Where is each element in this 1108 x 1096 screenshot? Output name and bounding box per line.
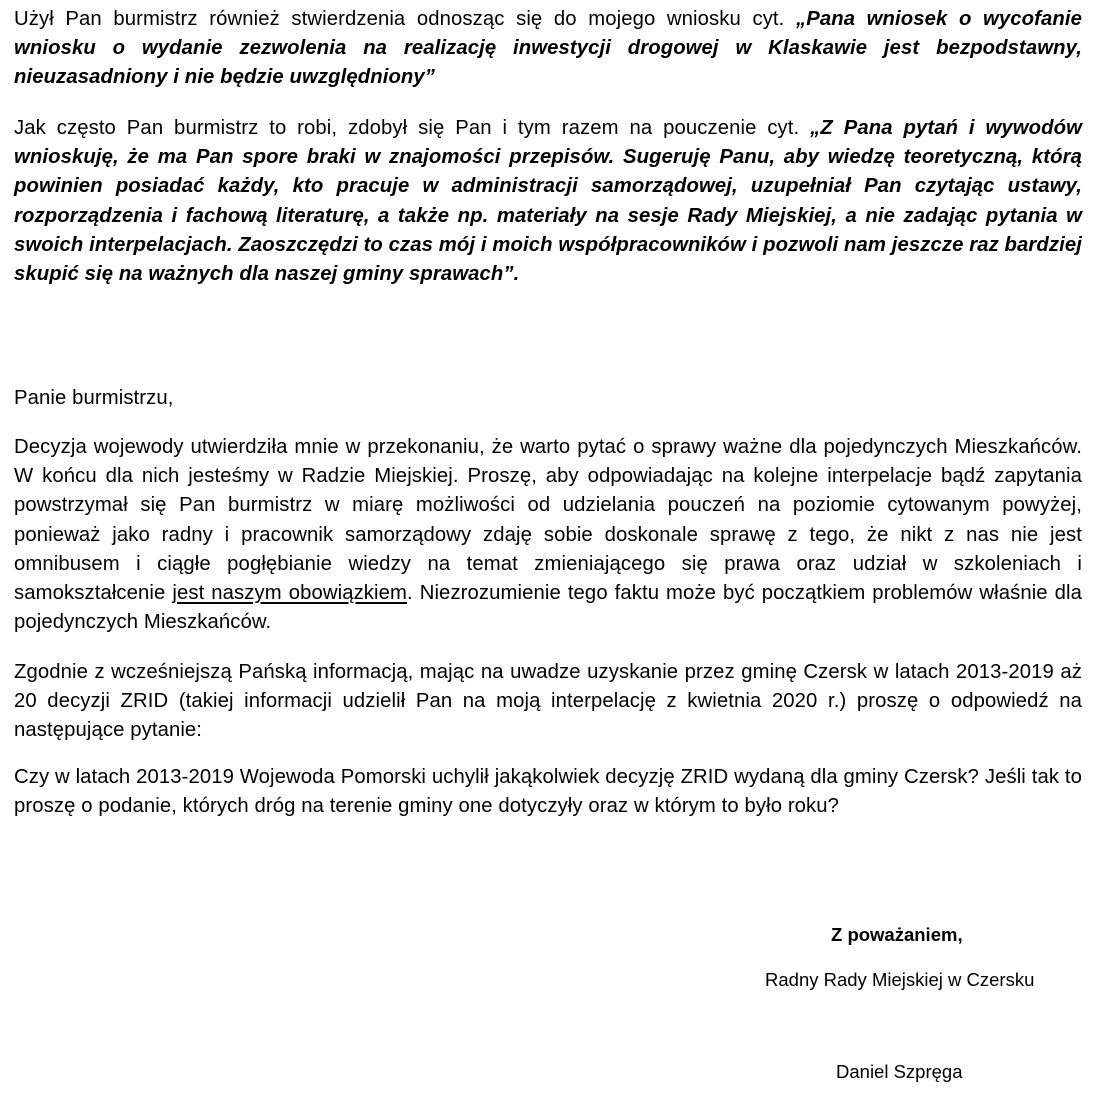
paragraph-decision bbox=[14, 433, 1082, 637]
paragraph-text-end: . Niezrozumienie tego faktu może być początkiem problemów właśnie dla pojedynczych Mieszkańców. bbox=[14, 582, 1082, 634]
paragraph-request: Zgodnie z wcześniejszą Pańską informacją, mając na uwadze uzyskanie przez gminę Czersk w latach 2013-2019 aż 20 decyzji ZRID (takiej informacji udzielił Pan na moją interpelację z kwietnia 2020 r.) proszę o odpowiedź na następujące pytanie: bbox=[14, 661, 1082, 742]
quoted-statement: „Z Pana pytań i wywodów wnioskuję, że ma Pan spore braki w znajomości przepisów. Sugeruję Panu, aby wiedzę teoretyczną, którą powinien posiadać każdy, kto pracuje w administracji samorządowej, uzupełniał Pan czytając ustawy, rozporządzenia i fachową literaturę, a także np. materiały na sesje Rady Miejskiej, a nie zadając pytania w swoich interpelacjach. Zaoszczędzi to czas mój i moich współpracowników i pozwoli nam jeszcze raz bardziej skupić się na ważnych dla naszej gminy sprawach”. bbox=[14, 117, 1083, 286]
paragraph-intro: Jak często Pan burmistrz to robi, zdobył się Pan i tym razem na pouczenie cyt. bbox=[14, 117, 811, 139]
quoted-statement: „Pana wniosek o wycofanie wniosku o wydanie zezwolenia na realizację inwestycji drogowej w Klaskawie jest bezpodstawny, nieuzasadniony i nie będzie uwzględniony” bbox=[14, 8, 1082, 89]
paragraph-quote-wniosek bbox=[14, 5, 1082, 93]
paragraph-question: Czy w latach 2013-2019 Wojewoda Pomorski uchylił jakąkolwiek decyzję ZRID wydaną dla gminy Czersk? Jeśli tak to proszę o podanie, których dróg na terenie gminy one dotyczyły oraz w którym to było roku? bbox=[14, 766, 1082, 818]
closing-greeting: Z poważaniem, bbox=[831, 924, 963, 945]
paragraph-quote-pouczenie bbox=[14, 114, 1082, 289]
underlined-phrase: jest naszym obowiązkiem bbox=[172, 582, 408, 605]
paragraph-intro: Użył Pan burmistrz również stwierdzenia odnosząc się do mojego wniosku cyt. bbox=[14, 8, 796, 30]
signatory-title: Radny Rady Miejskiej w Czersku bbox=[765, 969, 1035, 990]
salutation: Panie burmistrzu, bbox=[14, 387, 174, 409]
paragraph-text: Decyzja wojewody utwierdziła mnie w przekonaniu, że warto pytać o sprawy ważne dla pojedynczych Mieszkańców. W końcu dla nich jesteśmy w Radzie Miejskiej. Proszę, aby odpowiadając na kolejne interpelacje bądź zapytania powstrzymał się Pan burmistrz w miarę możliwości od udzielania pouczeń na poziomie cytowanym powyżej, ponieważ jako radny i pracownik samorządowy zdaję sobie doskonale sprawę z tego, że nikt z nas nie jest omnibusem i ciągłe pogłębianie wiedzy na temat zmieniającego się prawa oraz udział w szkoleniach i samokształcenie bbox=[14, 436, 1082, 605]
signatory-name: Daniel Szpręga bbox=[836, 1061, 963, 1082]
